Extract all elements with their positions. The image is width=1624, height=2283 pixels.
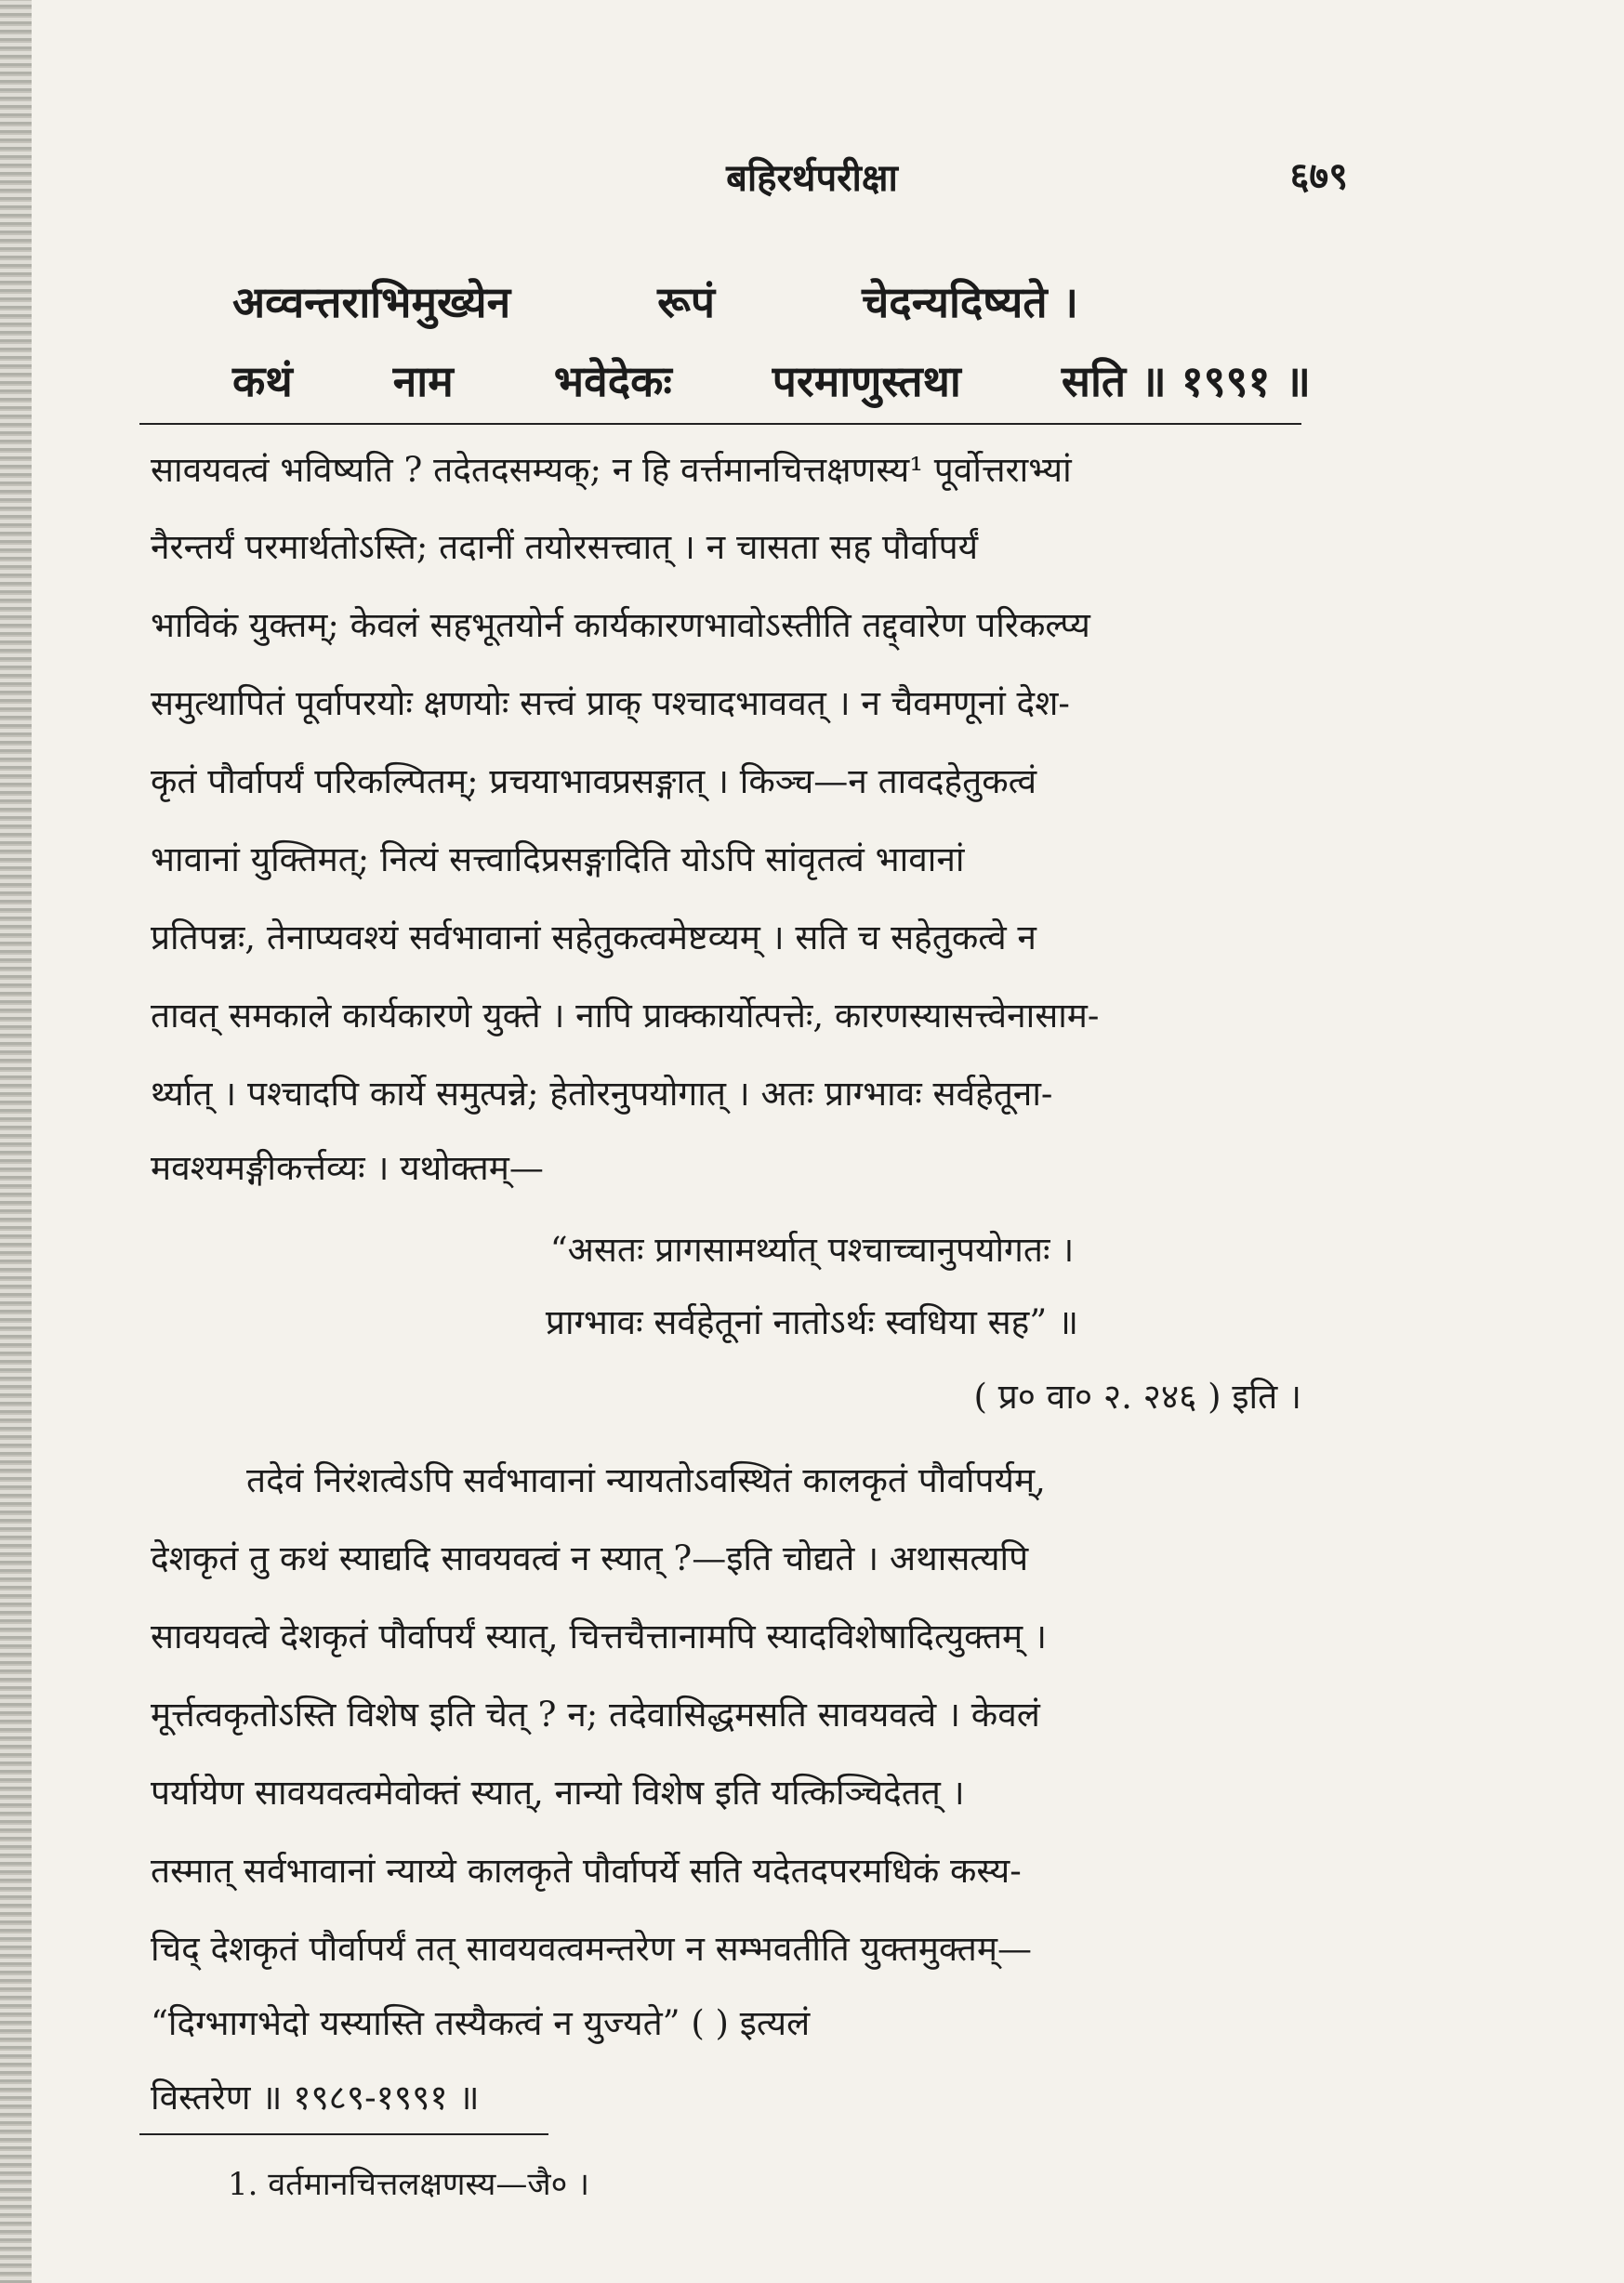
verse-line-1 — [232, 272, 1078, 330]
commentary-line: भाविकं युक्तम्; केवलं सहभूतयोर्न कार्यकारणभावोऽस्तीति तद्द्वारेण परिकल्प्य — [151, 605, 1090, 645]
verse-word: परमाणुस्तथा — [772, 356, 961, 406]
verse-word: अव्वन्तराभिमुख्येन — [232, 277, 511, 327]
quoted-verse-line-1: “असतः प्रागसामर्थ्यात् पश्चाच्चानुपयोगतः । — [549, 1230, 1075, 1270]
verse-word: चेदन्यदिष्यते । — [862, 277, 1078, 327]
paragraph-line: पर्यायेण सावयवत्वमेवोक्तं स्यात्, नान्यो विशेष इति यत्किञ्चिदेतत् । — [151, 1773, 965, 1813]
paragraph-line: तस्मात् सर्वभावानां न्याय्ये कालकृते पौर्वापर्ये सति यदेतदपरमधिकं कस्य- — [151, 1851, 1022, 1891]
paragraph-line: चिद् देशकृतं पौर्वापर्यं तत् सावयवत्वमन्तरेण न सम्भवतीति युक्तमुक्तम्— — [151, 1929, 1032, 1969]
verse-word: सति ॥ १९९१ ॥ — [1061, 356, 1311, 406]
verse-word: भवेदेकः — [553, 356, 672, 406]
commentary-line: समुत्थापितं पूर्वापरयोः क्षणयोः सत्त्वं प्राक् पश्चादभाववत् । न चैवमणूनां देश- — [151, 683, 1070, 723]
verse-divider-rule — [139, 423, 1301, 425]
commentary-line: सावयवत्वं भविष्यति ? तदेतदसम्यक्; न हि वर्त्तमानचित्तक्षणस्य¹ पूर्वोत्तराभ्यां — [151, 450, 1072, 490]
verse-word: कथं — [232, 356, 293, 406]
paragraph-line: तदेवं निरंशत्वेऽपि सर्वभावानां न्यायतोऽवस्थितं कालकृतं पौर्वापर्यम्, — [246, 1460, 1046, 1500]
paragraph-line: देशकृतं तु कथं स्याद्यदि सावयवत्वं न स्यात् ?—इति चोद्यते । अथासत्यपि — [151, 1538, 1029, 1578]
citation: ( प्र० वा० २. २४६ ) इति । — [973, 1377, 1301, 1417]
commentary-line: भावानां युक्तिमत्; नित्यं सत्त्वादिप्रसङ्गादिति योऽपि सांवृतत्वं भावानां — [151, 839, 965, 879]
verse-line-2 — [232, 351, 1311, 409]
commentary-line: प्रतिपन्नः, तेनाप्यवश्यं सर्वभावानां सहेतुकत्वमेष्टव्यम् । सति च सहेतुकत्वे न — [151, 917, 1036, 957]
running-header-title: बहिरर्थपरीक्षा — [726, 156, 898, 200]
paragraph-line: विस्तरेण ॥ १९८९-१९९१ ॥ — [151, 2078, 480, 2118]
quoted-verse-line-2: प्राग्भावः सर्वहेतूनां नातोऽर्थः स्वधिया सह” ॥ — [545, 1302, 1079, 1342]
verse-word: रूपं — [657, 277, 716, 327]
commentary-line: मवश्यमङ्गीकर्त्तव्यः । यथोक्तम्— — [151, 1148, 544, 1188]
commentary-line: नैरन्तर्यं परमार्थतोऽस्ति; तदानीं तयोरसत्त्वात् । न चासता सह पौर्वापर्यं — [151, 527, 979, 567]
commentary-line: तावत् समकाले कार्यकारणे युक्ते । नापि प्राक्कार्योत्पत्तेः, कारणस्यासत्त्वेनासाम- — [151, 996, 1100, 1036]
commentary-line: र्थ्यात् । पश्चादपि कार्ये समुत्पन्ने; हेतोरनुपयोगात् । अतः प्राग्भावः सर्वहेतूना- — [151, 1074, 1053, 1114]
paragraph-line: “दिग्भागभेदो यस्यास्ति तस्यैकत्वं न युज्यते” ( ) इत्यलं — [151, 2003, 811, 2043]
paragraph-line: मूर्त्तत्वकृतोऽस्ति विशेष इति चेत् ? न; तदेवासिद्धमसति सावयवत्वे । केवलं — [151, 1695, 1040, 1735]
verse-word: नाम — [392, 356, 454, 406]
footnote: 1. वर्तमानचित्तलक्षणस्य—जै० । — [228, 2166, 589, 2203]
page-number: ६७९ — [1289, 154, 1348, 198]
footnote-divider-rule — [139, 2133, 548, 2135]
commentary-line: कृतं पौर्वापर्यं परिकल्पितम्; प्रचयाभावप्रसङ्गात् । किञ्च—न तावदहेतुकत्वं — [151, 761, 1037, 801]
paragraph-line: सावयवत्वे देशकृतं पौर्वापर्यं स्यात्, चित्तचैत्तानामपि स्यादविशेषादित्युक्तम् । — [151, 1617, 1047, 1656]
